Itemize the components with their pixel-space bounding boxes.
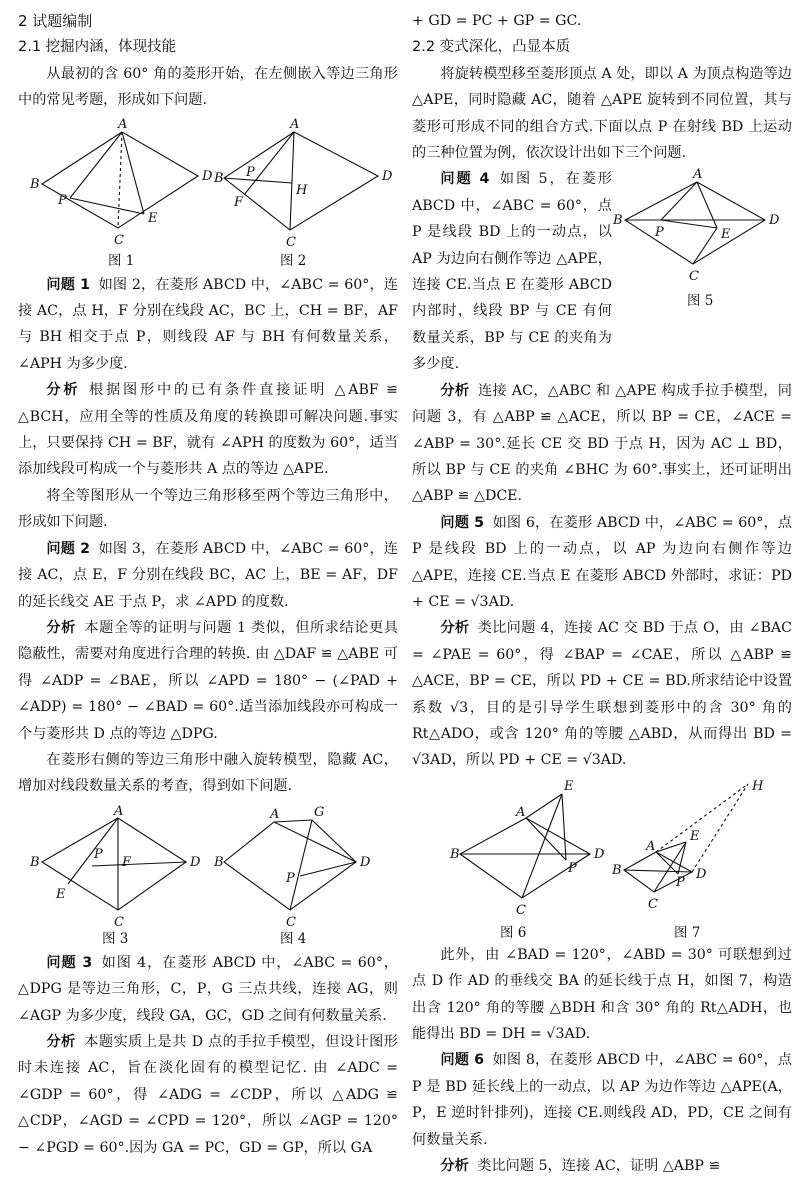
question-3-text: 如图 4，在菱形 ABCD 中，∠ABC = 60°，△DPG 是等边三角形，C，P，G 三点共线，连接 AG，则 ∠AGP 为多少度，线段 GA，GC，GD 之间有何数量关系. — [18, 954, 398, 1024]
svg-text:C: C — [648, 896, 658, 912]
svg-text:B: B — [214, 854, 224, 870]
question-4-label: 问题 4 — [440, 171, 490, 188]
left-column — [18, 8, 398, 1161]
svg-text:E: E — [690, 828, 700, 844]
question-6 — [412, 1047, 792, 1153]
analysis-4-label: 分析 — [440, 382, 470, 399]
svg-text:E: E — [56, 886, 66, 902]
right-column — [412, 8, 792, 1179]
svg-text:D: D — [202, 168, 213, 184]
svg-text:P: P — [58, 192, 67, 208]
analysis-1-text: 根据图形中的已有条件直接证明 △ABF ≌ △BCH，应用全等的性质及角度的转换即可解决问题.事实上，只要保持 CH = BF，就有 ∠APH 的度数为 60°，适当添加线段可构成一个与菱形共 A 点的等边 △APE. — [18, 382, 398, 478]
svg-text:B: B — [30, 176, 40, 192]
figure-row-3-4 — [18, 800, 398, 950]
subsection-title-2-1: 2.1 挖掘内涵，体现技能 — [18, 39, 177, 56]
analysis-3-label: 分析 — [46, 1033, 76, 1050]
svg-text:B: B — [612, 862, 622, 878]
svg-text:C: C — [286, 234, 296, 250]
svg-text:D: D — [769, 213, 780, 229]
question-1-label: 问题 1 — [46, 276, 90, 293]
figure-5-caption: 图 5 — [687, 293, 714, 310]
svg-text:P: P — [676, 874, 685, 890]
analysis-1 — [18, 377, 398, 483]
analysis-6 — [412, 1153, 792, 1179]
svg-text:E: E — [564, 778, 574, 794]
question-3 — [18, 950, 398, 1029]
svg-text:P: P — [655, 225, 664, 241]
question-3-label: 问题 3 — [46, 954, 93, 971]
right-paragraph-1: 将旋转模型移至菱形顶点 A 处，即以 A 为顶点构造等边 △APE，同时隐藏 AC，随着 △APE 旋转到不同位置，其与菱形可形成不同的组合方式.下面以点 P 在射线 BD 上运动的三种位置为例，依次设计出如下三个问题. — [412, 65, 792, 162]
question-2-label: 问题 2 — [46, 540, 90, 557]
figure-row-6-7 — [412, 774, 792, 942]
svg-text:G: G — [314, 804, 325, 820]
svg-text:B: B — [450, 846, 460, 862]
subsection-title-2-2: 2.2 变式深化，凸显本质 — [412, 39, 571, 56]
svg-text:A: A — [114, 803, 124, 819]
figure-6-caption: 图 6 — [500, 924, 527, 941]
svg-text:C: C — [114, 232, 124, 248]
analysis-4-text: 连接 AC，△ABC 和 △APE 构成手拉手模型，同问题 3，有 △ABP ≌ △ACE，所以 BP = CE，∠ACE = ∠ABP = 30°.延长 CE 交 BD 于点 H，因为 AC ⊥ BD，所以 BP 与 CE 的夹角 ∠BHC 为 60°.事实上，还可证明出 △ABP ≌ △DCE. — [412, 382, 792, 505]
paragraph-2: 将全等图形从一个等边三角形移至两个等边三角形中，形成如下问题. — [18, 487, 398, 531]
continued-line: + GD = PC + GP = GC. — [412, 13, 582, 29]
paragraph-3: 在菱形右侧的等边三角形中融入旋转模型，隐藏 AC，增加对线段数量关系的考查，得到如下问题. — [18, 751, 398, 795]
svg-text:F: F — [234, 194, 244, 210]
figure-row-1-2 — [18, 114, 398, 272]
question-5-text: 如图 6，在菱形 ABCD 中，∠ABC = 60°，点 P 是线段 BD 上的一动点，以 AP 为边向右侧作等边 △APE，连接 CE.当点 E 在菱形 ABCD 外部时，求证：PD + CE = √3AD. — [412, 514, 792, 610]
svg-text:P: P — [94, 846, 103, 862]
figure-3 — [26, 803, 206, 931]
svg-text:A: A — [646, 838, 656, 854]
svg-text:A: A — [270, 806, 280, 822]
svg-text:C: C — [114, 914, 124, 930]
svg-text:D: D — [190, 854, 201, 870]
svg-text:E: E — [721, 227, 731, 243]
section-title: 2 试题编制 — [18, 12, 93, 30]
analysis-5-label: 分析 — [440, 620, 470, 637]
svg-text:A: A — [290, 116, 300, 132]
figure-5-box — [607, 166, 792, 322]
analysis-5-text: 类比问题 4，连接 AC 交 BD 于点 O，由 ∠BAC = ∠PAE = 60°，得 ∠BAP = ∠CAE，所以 △ABP ≌ △ACE，BP = CE，所以 PD + CE = BD.所求结论中设置系数 √3，目的是引导学生联想到菱形中的含 30° 角的 Rt△ADO，或含 120° 角的等腰 △ABD，从而得出 BD = √3AD，所以 PD + CE = √3AD. — [412, 620, 792, 769]
analysis-6-label: 分析 — [440, 1158, 469, 1175]
figure-7-caption: 图 7 — [674, 924, 701, 941]
svg-text:D: D — [696, 866, 707, 882]
question-5 — [412, 510, 792, 616]
figure-1-caption: 图 1 — [108, 252, 135, 269]
svg-text:C: C — [516, 902, 526, 918]
svg-text:A: A — [118, 116, 128, 132]
analysis-3-text: 本题实质上是共 D 点的手拉手模型，但设计图形时未连接 AC，旨在淡化固有的模型记忆. 由 ∠ADC = ∠GDP = 60°，得 ∠ADG = ∠CDP，所以 △ADG ≌ △CDP，∠AGD = ∠CPD = 120°，所以 ∠AGP = 120° − ∠PGD = 60°.因为 GA = PC，GD = GP，所以 GA — [18, 1033, 398, 1156]
svg-text:P: P — [286, 870, 295, 886]
svg-text:D: D — [382, 168, 393, 184]
svg-text:B: B — [214, 170, 224, 186]
svg-text:E: E — [148, 210, 158, 226]
question-1-text: 如图 2，在菱形 ABCD 中，∠ABC = 60°，连接 AC，点 H，F 分别在线段 AC，BC 上，CH = BF，AF 与 BH 相交于点 P，则线段 AF 与 BH 有何数量关系，∠APH 为多少度. — [18, 276, 398, 372]
question-2 — [18, 536, 398, 615]
svg-text:H: H — [296, 182, 308, 198]
figure-6 — [450, 780, 620, 920]
svg-text:B: B — [30, 854, 40, 870]
figure-4 — [214, 806, 394, 931]
question-4 — [412, 166, 612, 377]
question-6-label: 问题 6 — [440, 1052, 484, 1069]
svg-text:H: H — [752, 778, 764, 794]
analysis-2-text: 本题全等的证明与问题 1 类似，但所求结论更具隐蔽性，需要对角度进行合理的转换. 由 △DAF ≌ △ABE 可得 ∠ADP = ∠BAE，所以 ∠APD = 180° − (∠PAD + ∠ADP) = 180° − ∠BAD = 60°.适当添加线段亦可构成一个与菱形共 D 点的等边 △DPG. — [18, 619, 398, 742]
analysis-5 — [412, 615, 792, 773]
question-5-label: 问题 5 — [440, 514, 484, 531]
question-2-text: 如图 3，在菱形 ABCD 中，∠ABC = 60°，连接 AC，点 E，F 分别在线段 BC，AC 上，BE = AF，DF 的延长线交 AE 于点 P，求 ∠APD 的度数. — [18, 540, 398, 610]
svg-text:C: C — [286, 914, 296, 930]
figure-4-caption: 图 4 — [280, 930, 307, 947]
svg-text:F: F — [122, 854, 132, 870]
figure-5 — [607, 166, 792, 296]
svg-text:A: A — [693, 167, 703, 183]
analysis-2-label: 分析 — [46, 619, 76, 636]
figure-2 — [214, 118, 394, 253]
intro-paragraph: 从最初的含 60° 角的菱形开始，在左侧嵌入等边三角形中的常见考题，形成如下问题. — [18, 65, 398, 109]
question-4-block — [412, 166, 792, 377]
figure-2-caption: 图 2 — [280, 252, 307, 269]
svg-text:C: C — [689, 269, 699, 285]
analysis-2 — [18, 615, 398, 747]
svg-text:B: B — [613, 213, 623, 229]
figure-1 — [26, 116, 213, 253]
question-1 — [18, 272, 398, 378]
svg-text:D: D — [594, 846, 605, 862]
analysis-1-label: 分析 — [46, 382, 81, 399]
question-6-text: 如图 8，在菱形 ABCD 中，∠ABC = 60°，点 P 是 BD 延长线上的一动点，以 AP 为边作等边 △APE(A，P，E 逆时针排列)，连接 CE.则线段 AD，PD，CE 之间有何数量关系. — [412, 1052, 792, 1148]
analysis-4 — [412, 378, 792, 510]
question-4-text: 如图 5，在菱形 ABCD 中，∠ABC = 60°，点 P 是线段 BD 上的一动点，以 AP 为边向右侧作等边 △APE，连接 CE.当点 E 在菱形 ABCD 内部时，线段 BP 与 CE 有何数量关系，BP 与 CE 的夹角为多少度. — [412, 171, 612, 373]
svg-text:P: P — [246, 164, 255, 180]
right-paragraph-2: 此外，由 ∠BAD = 120°，∠ABD = 30° 可联想到过点 D 作 AD 的垂线交 BA 的延长线于点 H，如图 7，构造出含 120° 角的等腰 △BDH 和含 30° 角的 Rt△ADH，也能得出 BD = DH = √3AD. — [412, 946, 792, 1042]
svg-text:P: P — [568, 860, 577, 876]
analysis-6-text: 类比问题 5，连接 AC，证明 △ABP ≌ — [477, 1158, 721, 1175]
analysis-3 — [18, 1029, 398, 1161]
figure-3-caption: 图 3 — [102, 930, 129, 947]
svg-text:D: D — [360, 854, 371, 870]
figure-7 — [612, 780, 782, 920]
svg-text:A: A — [516, 804, 526, 820]
